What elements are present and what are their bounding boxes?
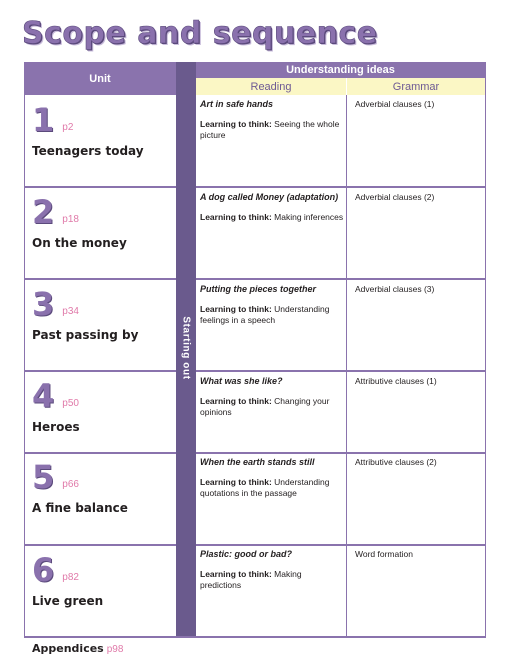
appendices-page-ref: p98 xyxy=(106,644,124,655)
grammar-cell: Adverbial clauses (2) xyxy=(355,192,435,202)
row-divider xyxy=(24,544,176,546)
reading-cell xyxy=(200,457,344,499)
row-divider xyxy=(24,186,176,188)
row-divider xyxy=(24,636,486,638)
reading-title: Art in safe hands xyxy=(200,99,274,109)
unit-page-ref: p18 xyxy=(62,214,79,225)
unit-page-ref: p82 xyxy=(62,572,79,583)
unit-number: 1 xyxy=(32,101,55,139)
unit-title: A fine balance xyxy=(32,501,128,515)
grammar-cell: Adverbial clauses (1) xyxy=(355,99,435,109)
unit-page-ref: p50 xyxy=(62,398,79,409)
row-divider xyxy=(24,452,176,454)
unit-cell xyxy=(32,551,104,608)
grammar-cell: Adverbial clauses (3) xyxy=(355,284,435,294)
grammar-cell: Attributive clauses (1) xyxy=(355,376,437,386)
learning-to-think: Learning to think: Understanding feelings in a speech xyxy=(200,304,330,325)
unit-page-ref: p66 xyxy=(62,479,79,490)
learning-to-think: Learning to think: Making inferences xyxy=(200,212,344,222)
reading-title: Putting the pieces together xyxy=(200,284,317,294)
unit-page-ref: p34 xyxy=(62,306,79,317)
reading-cell xyxy=(200,99,344,141)
reading-cell xyxy=(200,284,344,326)
grammar-column-header: Grammar xyxy=(347,78,485,95)
unit-number: 4 xyxy=(32,377,55,415)
grammar-cell: Attributive clauses (2) xyxy=(355,457,437,467)
table-right-border xyxy=(485,62,486,638)
row-divider xyxy=(24,278,176,280)
unit-number: 5 xyxy=(32,458,55,496)
reading-cell xyxy=(200,549,344,591)
learning-to-think: Learning to think: Understanding quotations in the passage xyxy=(200,477,330,498)
unit-title: Heroes xyxy=(32,420,80,434)
row-divider xyxy=(196,278,486,280)
reading-cell xyxy=(200,376,344,418)
row-divider xyxy=(196,452,486,454)
understanding-ideas-header: Understanding ideas xyxy=(196,62,485,78)
unit-page-ref: p2 xyxy=(62,122,74,133)
unit-cell xyxy=(32,193,127,250)
row-divider xyxy=(24,370,176,372)
unit-cell xyxy=(32,101,144,158)
page-title: Scope and sequence xyxy=(22,16,378,51)
unit-cell xyxy=(32,285,139,342)
reading-title: Plastic: good or bad? xyxy=(200,549,293,559)
table-left-border xyxy=(24,95,25,638)
row-divider xyxy=(196,370,486,372)
unit-title: On the money xyxy=(32,236,127,250)
unit-title: Teenagers today xyxy=(32,144,144,158)
unit-title: Live green xyxy=(32,594,104,608)
unit-column-header: Unit xyxy=(24,62,176,95)
unit-number: 2 xyxy=(32,193,55,231)
learning-to-think: Learning to think: Making predictions xyxy=(200,569,302,590)
unit-number: 3 xyxy=(32,285,55,323)
unit-cell xyxy=(32,377,80,434)
unit-cell xyxy=(32,458,128,515)
unit-title: Past passing by xyxy=(32,328,139,342)
starting-out-label: Starting out xyxy=(180,316,192,380)
reading-title: What was she like? xyxy=(200,376,283,386)
reading-cell xyxy=(200,192,344,223)
unit-number: 6 xyxy=(32,551,55,589)
reading-title: A dog called Money (adaptation) xyxy=(200,192,339,202)
learning-to-think: Learning to think: Seeing the whole picture xyxy=(200,119,340,140)
appendices-label: Appendices xyxy=(32,642,104,655)
reading-column-header: Reading xyxy=(196,78,346,95)
appendices-row xyxy=(32,642,123,655)
reading-title: When the earth stands still xyxy=(200,457,315,467)
column-divider xyxy=(346,95,347,638)
learning-to-think: Learning to think: Changing your opinions xyxy=(200,396,330,417)
grammar-cell: Word formation xyxy=(355,549,413,559)
row-divider xyxy=(196,544,486,546)
row-divider xyxy=(196,186,486,188)
